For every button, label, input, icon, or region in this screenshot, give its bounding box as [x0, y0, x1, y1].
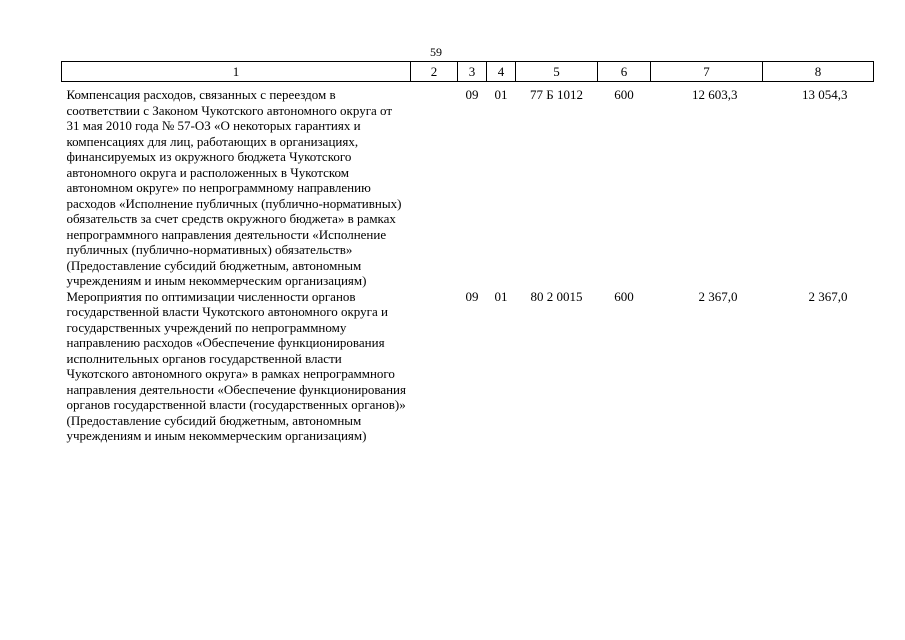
- column-header-7: 7: [651, 62, 763, 82]
- row-amount-year2: 13 054,3: [802, 87, 848, 102]
- column-header-4: 4: [487, 62, 516, 82]
- row-section: 09: [465, 288, 479, 304]
- column-header-8: 8: [763, 62, 874, 82]
- table-row: [62, 82, 874, 289]
- row-col2: [411, 82, 458, 289]
- column-header-2: 2: [411, 62, 458, 82]
- row-description: Мероприятия по оптимизации численности органов государственной власти Чукотского автономного округа и государственных учреждений по непрограммному направлению расходов «Обеспечение функционирования исполнительных органов государственной власти Чукотского автономного округа» в рамках непрограммного направления деятельности «Обеспечение функционирования органов государственной власти (государственных органов)» (Предоставление субсидий бюджетным, автономным учреждениям и иным некоммерческим организациям): [66, 288, 406, 443]
- row-expense-type: 600: [614, 87, 634, 102]
- table-header-row: [62, 62, 874, 82]
- row-amount-year1: 2 367,0: [698, 288, 738, 304]
- page-number: 59: [430, 45, 442, 59]
- row-col2: [411, 289, 458, 444]
- budget-table: [61, 61, 874, 444]
- column-header-5: 5: [516, 62, 598, 82]
- row-section: 09: [465, 87, 479, 102]
- row-target-article: 80 2 0015: [530, 288, 583, 304]
- column-header-1: 1: [62, 62, 411, 82]
- table-row: [62, 289, 874, 444]
- row-amount-year2: 2 367,0: [808, 288, 848, 304]
- row-expense-type: 600: [614, 288, 634, 304]
- column-header-6: 6: [598, 62, 651, 82]
- column-header-3: 3: [458, 62, 487, 82]
- row-description: Компенсация расходов, связанных с переездом в соответствии с Законом Чукотского автономного округа от 31 мая 2010 года № 57-ОЗ «О некоторых гарантиях и компенсациях для лиц, работающих в организациях, финансируемых из окружного бюджета Чукотского автономного округа и расположенных в Чукотском автономном округе» по непрограммному направлению расходов «Исполнение публичных (публично-нормативных) обязательств за счет средств окружного бюджета» в рамках непрограммного направления деятельности «Исполнение публичных (публично-нормативных) обязательств» (Предоставление субсидий бюджетным, автономным учреждениям и иным некоммерческим организациям): [66, 87, 402, 288]
- row-subsection: 01: [494, 87, 508, 102]
- row-subsection: 01: [494, 288, 508, 304]
- row-amount-year1: 12 603,3: [692, 87, 738, 102]
- row-target-article: 77 Б 1012: [530, 87, 583, 102]
